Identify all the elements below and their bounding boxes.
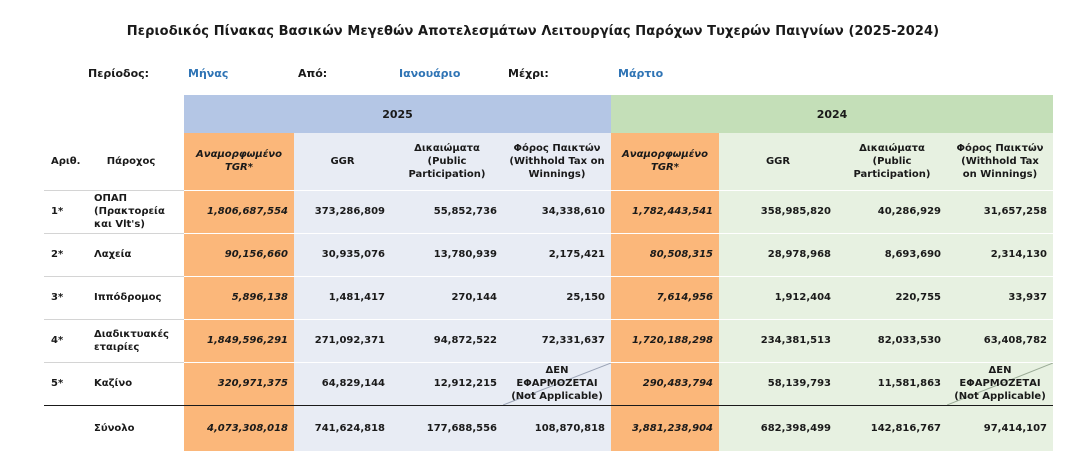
cell-tax-2025-not-applicable [503, 362, 611, 405]
report-title: Περιοδικός Πίνακας Βασικών Μεγεθών Αποτελεσμάτων Λειτουργίας Παρόχων Τυχερών Παιγνίων (2025-2024) [126, 24, 940, 39]
total-tgr-2025: 4,073,308,018 [184, 405, 294, 451]
row-provider: Ιππόδρομος [84, 276, 184, 319]
cell-tgr-2024: 1,720,188,298 [611, 319, 719, 362]
cell-tax-2024: 2,314,130 [947, 233, 1053, 276]
not-applicable-text: ΔΕΝ ΕΦΑΡΜΟΖΕΤΑΙ (Not Applicable) [954, 365, 1046, 402]
cell-rights-2025: 270,144 [391, 276, 503, 319]
group-blank [44, 95, 84, 133]
from-value[interactable]: Ιανουάριο [399, 67, 461, 80]
table-row [44, 276, 1053, 319]
cell-ggr-2024: 58,139,793 [719, 362, 837, 405]
cell-rights-2024: 220,755 [837, 276, 947, 319]
row-num: 1* [44, 190, 84, 233]
column-header-row [44, 133, 1053, 190]
header-tax-2025: Φόρος Παικτών (Withhold Tax on Winnings) [503, 133, 611, 190]
cell-rights-2024: 40,286,929 [837, 190, 947, 233]
cell-ggr-2024: 28,978,968 [719, 233, 837, 276]
total-ggr-2025: 741,624,818 [294, 405, 391, 451]
row-num: 5* [44, 362, 84, 405]
table-row [44, 319, 1053, 362]
cell-ggr-2024: 234,381,513 [719, 319, 837, 362]
total-tgr-2024: 3,881,238,904 [611, 405, 719, 451]
total-ggr-2024: 682,398,499 [719, 405, 837, 451]
header-ggr-2025: GGR [294, 133, 391, 190]
cell-tax-2025: 72,331,637 [503, 319, 611, 362]
total-num [44, 405, 84, 451]
to-value[interactable]: Μάρτιο [618, 67, 664, 80]
cell-tax-2024: 33,937 [947, 276, 1053, 319]
cell-tgr-2025: 320,971,375 [184, 362, 294, 405]
row-provider: Λαχεία [84, 233, 184, 276]
to-label: Μέχρι: [508, 67, 549, 80]
cell-rights-2025: 94,872,522 [391, 319, 503, 362]
header-tgr-2025: Αναμορφωμένο TGR* [184, 133, 294, 190]
cell-tax-2025: 2,175,421 [503, 233, 611, 276]
total-label: Σύνολο [84, 405, 184, 451]
cell-ggr-2025: 64,829,144 [294, 362, 391, 405]
row-num: 4* [44, 319, 84, 362]
group-2025: 2025 [184, 95, 611, 133]
row-provider: Διαδικτυακές εταιρίες [84, 319, 184, 362]
cell-tax-2024-not-applicable [947, 362, 1053, 405]
row-num: 2* [44, 233, 84, 276]
cell-ggr-2025: 30,935,076 [294, 233, 391, 276]
header-tgr-2024: Αναμορφωμένο TGR* [611, 133, 719, 190]
header-provider: Πάροχος [106, 155, 156, 167]
group-header-row [44, 95, 1053, 133]
cell-tgr-2024: 1,782,443,541 [611, 190, 719, 233]
row-provider: Καζίνο [84, 362, 184, 405]
cell-rights-2024: 8,693,690 [837, 233, 947, 276]
row-provider: ΟΠΑΠ (Πρακτορεία και Vlt's) [84, 190, 184, 233]
period-label: Περίοδος: [88, 67, 150, 80]
cell-rights-2025: 55,852,736 [391, 190, 503, 233]
group-2024: 2024 [611, 95, 1053, 133]
table-row [44, 233, 1053, 276]
from-label: Από: [298, 67, 328, 80]
total-tax-2025: 108,870,818 [503, 405, 611, 451]
total-tax-2024: 97,414,107 [947, 405, 1053, 451]
cell-tax-2024: 63,408,782 [947, 319, 1053, 362]
group-blank [84, 95, 184, 133]
cell-tgr-2025: 1,806,687,554 [184, 190, 294, 233]
cell-ggr-2024: 1,912,404 [719, 276, 837, 319]
total-row [44, 405, 1053, 451]
total-rights-2024: 142,816,767 [837, 405, 947, 451]
cell-ggr-2025: 1,481,417 [294, 276, 391, 319]
cell-ggr-2025: 271,092,371 [294, 319, 391, 362]
cell-tgr-2024: 80,508,315 [611, 233, 719, 276]
cell-tax-2024: 31,657,258 [947, 190, 1053, 233]
header-tax-2024: Φόρος Παικτών (Withhold Tax on Winnings) [947, 133, 1053, 190]
header-num: Αριθ. [51, 155, 81, 167]
cell-tax-2025: 34,338,610 [503, 190, 611, 233]
cell-tgr-2024: 7,614,956 [611, 276, 719, 319]
cell-tgr-2024: 290,483,794 [611, 362, 719, 405]
total-rights-2025: 177,688,556 [391, 405, 503, 451]
cell-ggr-2024: 358,985,820 [719, 190, 837, 233]
header-rights-2024: Δικαιώματα (Public Participation) [837, 133, 947, 190]
period-value[interactable]: Μήνας [188, 67, 229, 80]
header-rights-2025: Δικαιώματα (Public Participation) [391, 133, 503, 190]
table-row [44, 362, 1053, 405]
not-applicable-text: ΔΕΝ ΕΦΑΡΜΟΖΕΤΑΙ (Not Applicable) [511, 365, 603, 402]
cell-ggr-2025: 373,286,809 [294, 190, 391, 233]
cell-tgr-2025: 5,896,138 [184, 276, 294, 319]
cell-tgr-2025: 90,156,660 [184, 233, 294, 276]
results-table [44, 95, 1053, 451]
table-row [44, 190, 1053, 233]
cell-rights-2024: 11,581,863 [837, 362, 947, 405]
row-num: 3* [44, 276, 84, 319]
cell-tgr-2025: 1,849,596,291 [184, 319, 294, 362]
cell-rights-2025: 12,912,215 [391, 362, 503, 405]
cell-rights-2024: 82,033,530 [837, 319, 947, 362]
header-ggr-2024: GGR [719, 133, 837, 190]
cell-rights-2025: 13,780,939 [391, 233, 503, 276]
cell-tax-2025: 25,150 [503, 276, 611, 319]
